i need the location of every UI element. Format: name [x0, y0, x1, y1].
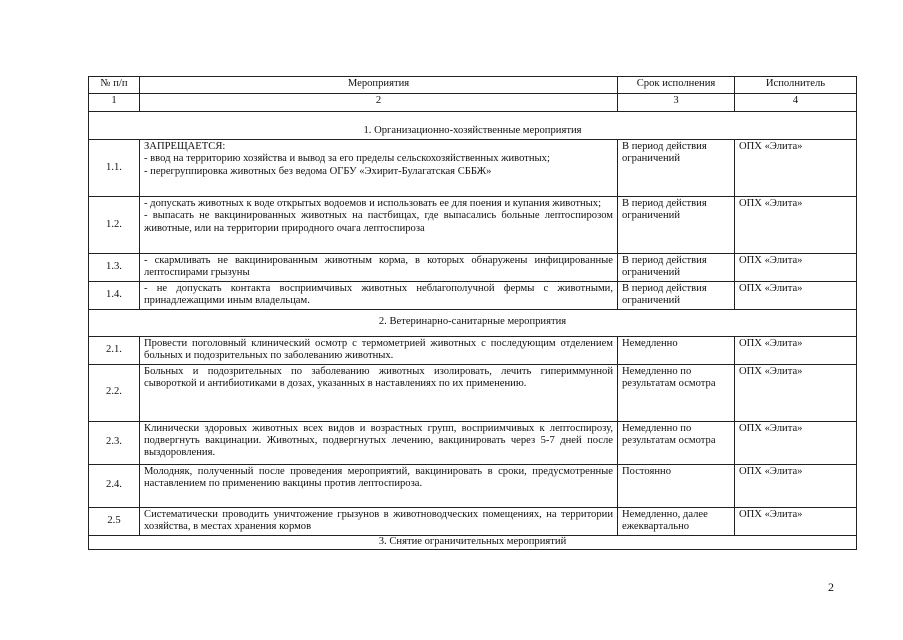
- measure-line: - не допускать контакта восприимчивых животных неблагополучной фермы с животными, принадлежащими иным владельцам.: [144, 282, 613, 307]
- column-index: 2: [140, 94, 618, 112]
- section-title: 1. Организационно-хозяйственные мероприятия: [89, 112, 857, 140]
- measure-line: ЗАПРЕЩАЕТСЯ:: [144, 141, 226, 152]
- row-measure: [140, 507, 618, 535]
- table-row: [89, 507, 857, 535]
- row-measure: [140, 464, 618, 507]
- table-row: [89, 140, 857, 197]
- row-number: 2.1.: [89, 336, 140, 364]
- row-number: 1.4.: [89, 281, 140, 309]
- header-term: Срок исполнения: [618, 77, 735, 94]
- measures-table: [88, 76, 857, 550]
- header-num: № п/п: [89, 77, 140, 94]
- row-number: 1.1.: [89, 140, 140, 197]
- row-executor: ОПХ «Элита»: [735, 197, 857, 254]
- row-executor: ОПХ «Элита»: [735, 364, 857, 421]
- page-number: 2: [828, 580, 834, 594]
- row-measure: [140, 281, 618, 309]
- row-executor: ОПХ «Элита»: [735, 336, 857, 364]
- table-row: [89, 364, 857, 421]
- row-term: Немедленно по результатам осмотра: [618, 421, 735, 464]
- table-row: [89, 197, 857, 254]
- row-number: 2.2.: [89, 364, 140, 421]
- section-row: [89, 309, 857, 336]
- row-number: 2.4.: [89, 464, 140, 507]
- table-row: [89, 336, 857, 364]
- section-row: [89, 112, 857, 140]
- row-term: В период действия ограничений: [618, 140, 735, 197]
- header-executor: Исполнитель: [735, 77, 857, 94]
- header-measures: Мероприятия: [140, 77, 618, 94]
- row-executor: ОПХ «Элита»: [735, 281, 857, 309]
- row-executor: ОПХ «Элита»: [735, 464, 857, 507]
- row-measure: [140, 336, 618, 364]
- row-term: Немедленно, далее ежеквартально: [618, 507, 735, 535]
- row-term: Постоянно: [618, 464, 735, 507]
- measure-line: - скармливать не вакцинированным животным корма, в которых обнаружены инфицированные лептоспирами грызуны: [144, 255, 613, 279]
- row-term: Немедленно: [618, 336, 735, 364]
- column-index: 3: [618, 94, 735, 112]
- row-number: 2.5: [89, 507, 140, 535]
- row-measure: [140, 197, 618, 254]
- row-term: Немедленно по результатам осмотра: [618, 364, 735, 421]
- row-executor: ОПХ «Элита»: [735, 507, 857, 535]
- measure-line: Систематически проводить уничтожение грызунов в животноводческих помещениях, на территории хозяйства, в местах хранения кормов: [144, 508, 613, 533]
- section-title: 3. Снятие ограничительных мероприятий: [89, 535, 857, 549]
- table-row: [89, 464, 857, 507]
- row-executor: ОПХ «Элита»: [735, 254, 857, 282]
- row-measure: [140, 254, 618, 282]
- row-term: В период действия ограничений: [618, 281, 735, 309]
- row-measure: [140, 364, 618, 421]
- row-term: В период действия ограничений: [618, 254, 735, 282]
- measure-line: Провести поголовный клинический осмотр с термометрией животных с последующим отделением больных и подозрительных по заболеванию животных.: [144, 337, 613, 362]
- measure-line: - перегруппировка животных без ведома ОГБУ «Эхирит-Булагатская СББЖ»: [144, 165, 492, 177]
- row-executor: ОПХ «Элита»: [735, 421, 857, 464]
- column-index-row: [89, 94, 857, 112]
- measure-line: - ввод на территорию хозяйства и вывод за его пределы сельскохозяйственных животных;: [144, 153, 550, 165]
- row-number: 2.3.: [89, 421, 140, 464]
- table-row: [89, 254, 857, 282]
- section-row: [89, 535, 857, 549]
- section-title: 2. Ветеринарно-санитарные мероприятия: [89, 309, 857, 336]
- measure-line: Больных и подозрительных по заболеванию животных изолировать, лечить гипериммунной сывороткой и антибиотиками в дозах, указанных в наставлениях по их применению.: [144, 365, 613, 390]
- row-number: 1.2.: [89, 197, 140, 254]
- row-measure: [140, 421, 618, 464]
- column-index: 1: [89, 94, 140, 112]
- table-header-row: [89, 77, 857, 94]
- row-term: В период действия ограничений: [618, 197, 735, 254]
- table-row: [89, 281, 857, 309]
- measure-line: Молодняк, полученный после проведения мероприятий, вакцинировать в сроки, предусмотренные наставлением по применению вакцины против лептоспироза.: [144, 465, 613, 490]
- row-number: 1.3.: [89, 254, 140, 282]
- measure-line: Клинически здоровых животных всех видов и возрастных групп, восприимчивых к лептоспирозу, подвергнуть вакцинации. Животных, подвергнутых лечению, вакцинировать через 5-7 дней после выздоровления.: [144, 422, 613, 459]
- measure-line: - выпасать не вакцинированных животных на пастбищах, где выпасались больные лептоспирозом животные, или на территории природного очага лептоспироза: [144, 210, 613, 234]
- table-row: [89, 421, 857, 464]
- column-index: 4: [735, 94, 857, 112]
- row-executor: ОПХ «Элита»: [735, 140, 857, 197]
- measure-line: - допускать животных к воде открытых водоемов и использовать ее для поения и купания животных;: [144, 198, 602, 209]
- row-measure: [140, 140, 618, 197]
